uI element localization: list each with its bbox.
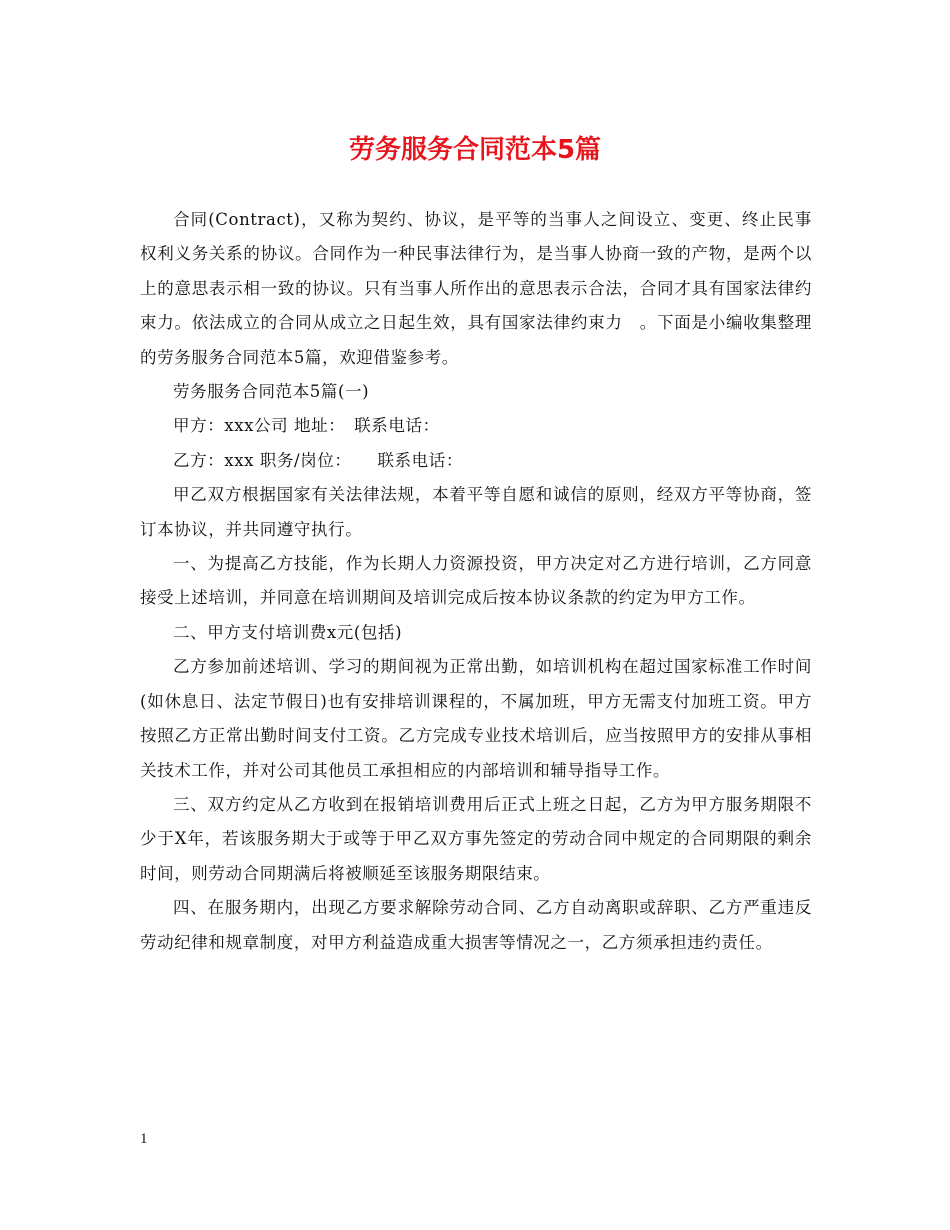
clause-4: 四、在服务期内，出现乙方要求解除劳动合同、乙方自动离职或辞职、乙方严重违反劳动纪律和规章制度，对甲方利益造成重大损害等情况之一，乙方须承担违约责任。	[140, 898, 812, 952]
document-body	[140, 203, 812, 960]
agreement-preamble: 甲乙双方根据国家有关法律法规，本着平等自愿和诚信的原则，经双方平等协商，签订本协议，并共同遵守执行。	[140, 485, 812, 539]
section-heading: 劳务服务合同范本5篇(一)	[173, 382, 370, 402]
clause-3: 三、双方约定从乙方收到在报销培训费用后正式上班之日起，乙方为甲方服务期限不少于X年，若该服务期大于或等于甲乙双方事先签定的劳动合同中规定的合同期限的剩余时间，则劳动合同期满后将被顺延至该服务期限结束。	[140, 794, 812, 883]
clause-2: 二、甲方支付培训费x元(包括)	[173, 622, 403, 642]
party-a-line: 甲方：xxx公司 地址： 联系电话：	[173, 416, 440, 436]
document-title: 劳务服务合同范本5篇	[348, 135, 602, 165]
page-number: 1	[140, 1131, 148, 1147]
party-b-line: 乙方：xxx 职务/岗位： 联系电话：	[173, 450, 463, 470]
clause-1: 一、为提高乙方技能，作为长期人力资源投资，甲方决定对乙方进行培训，乙方同意接受上述培训，并同意在培训期间及培训完成后按本协议条款的约定为甲方工作。	[140, 554, 812, 608]
clause-2-detail: 乙方参加前述培训、学习的期间视为正常出勤，如培训机构在超过国家标准工作时间(如休息日、法定节假日)也有安排培训课程的，不属加班，甲方无需支付加班工资。甲方按照乙方正常出勤时间支付工资。乙方完成专业技术培训后，应当按照甲方的安排从事相关技术工作，并对公司其他员工承担相应的内部培训和辅导指导工作。	[140, 657, 812, 780]
intro-paragraph: 合同(Contract)，又称为契约、协议，是平等的当事人之间设立、变更、终止民事权利义务关系的协议。合同作为一种民事法律行为，是当事人协商一致的产物，是两个以上的意思表示相一致的协议。只有当事人所作出的意思表示合法，合同才具有国家法律约束力。依法成立的合同从成立之日起生效，具有国家法律约束力 。下面是小编收集整理的劳务服务合同范本5篇，欢迎借鉴参考。	[140, 210, 812, 367]
